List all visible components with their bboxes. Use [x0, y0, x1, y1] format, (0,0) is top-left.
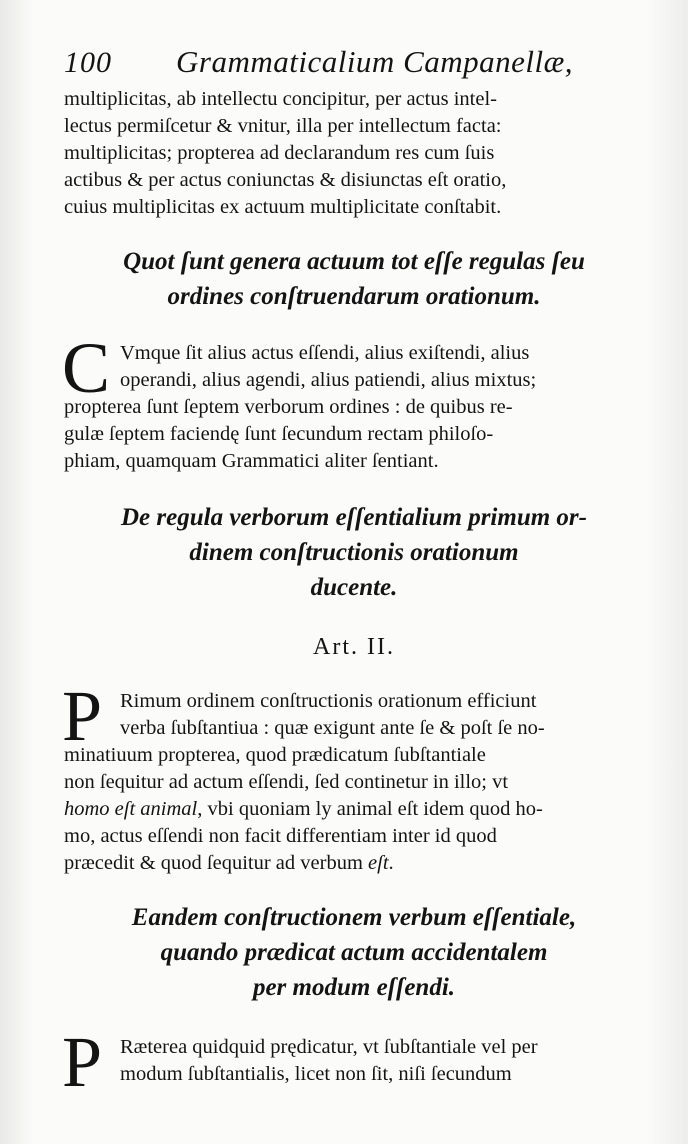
dropcap-p: P	[62, 676, 103, 756]
text-line: actibus & per actus coniunctas & disiunctas eſt oratio,	[64, 169, 507, 191]
paragraph-2	[64, 688, 644, 877]
page-header	[64, 44, 644, 84]
paragraph-3	[64, 1034, 644, 1088]
heading-line: Quot ſunt genera actuum tot eſſe regulas ſeu	[123, 248, 585, 275]
page-number: 100	[64, 46, 112, 79]
text-line: phiam, quamquam Grammatici aliter ſentiant.	[64, 450, 439, 472]
text-line: modum ſubſtantialis, licet non ſit, niſi ſecundum	[120, 1063, 512, 1085]
text-line: præcedit & quod ſequitur ad verbum eſt.	[64, 852, 394, 874]
running-title: Grammaticalium Campanellæ,	[176, 44, 574, 79]
text-line: mo, actus eſſendi non facit differentiam inter id quod	[64, 825, 497, 847]
text-line: Rimum ordinem conſtructionis orationum efficiunt	[120, 690, 537, 712]
section-heading-2	[64, 500, 644, 605]
italic-example: eſt	[368, 852, 389, 874]
scan-edge-right	[648, 0, 688, 1144]
heading-line: ducente.	[310, 574, 398, 601]
paragraph-1	[64, 340, 644, 475]
article-label: Art. II.	[313, 634, 395, 660]
text-line: Ræterea quidquid prędicatur, vt ſubſtantiale vel per	[120, 1036, 538, 1058]
dropcap-c: C	[62, 328, 111, 408]
text-line: homo eſt animal, vbi quoniam ly animal eſt idem quod ho-	[64, 798, 543, 820]
section-heading-3	[64, 900, 644, 1005]
text-line: multiplicitas; propterea ad declarandum res cum ſuis	[64, 142, 495, 164]
text-line: lectus permiſcetur & vnitur, illa per intellectum facta:	[64, 115, 502, 137]
section-heading-1	[64, 244, 644, 314]
heading-line: De regula verborum eſſentialium primum or-	[121, 504, 587, 531]
dropcap-p: P	[62, 1022, 103, 1102]
text-line: Vmque ſit alius actus eſſendi, alius exiſtendi, alius	[120, 342, 530, 364]
heading-line: Eandem conſtructionem verbum eſſentiale,	[131, 904, 577, 931]
text-line: propterea ſunt ſeptem verborum ordines : de quibus re-	[64, 396, 513, 418]
heading-line: ordines conſtruendarum orationum.	[167, 283, 541, 310]
text-line: multiplicitas, ab intellectu concipitur, per actus intel-	[64, 88, 497, 110]
heading-line: dinem conſtructionis orationum	[189, 539, 519, 566]
text-line: non ſequitur ad actum eſſendi, ſed continetur in illo; vt	[64, 771, 509, 793]
paragraph-intro	[64, 86, 644, 221]
heading-line: per modum eſſendi.	[252, 974, 456, 1001]
text-line: gulæ ſeptem faciendę ſunt ſecundum rectam philoſo-	[64, 423, 494, 445]
text-line: operandi, alius agendi, alius patiendi, alius mixtus;	[120, 369, 537, 391]
italic-example: homo eſt animal	[64, 798, 198, 820]
scan-edge-left	[0, 0, 34, 1144]
text-line: cuius multiplicitas ex actuum multiplicitate conſtabit.	[64, 196, 502, 218]
text-line: verba ſubſtantiua : quæ exigunt ante ſe & poſt ſe no-	[120, 717, 545, 739]
text-line: minatiuum propterea, quod prædicatum ſubſtantiale	[64, 744, 486, 766]
heading-line: quando prædicat actum accidentalem	[160, 939, 548, 966]
